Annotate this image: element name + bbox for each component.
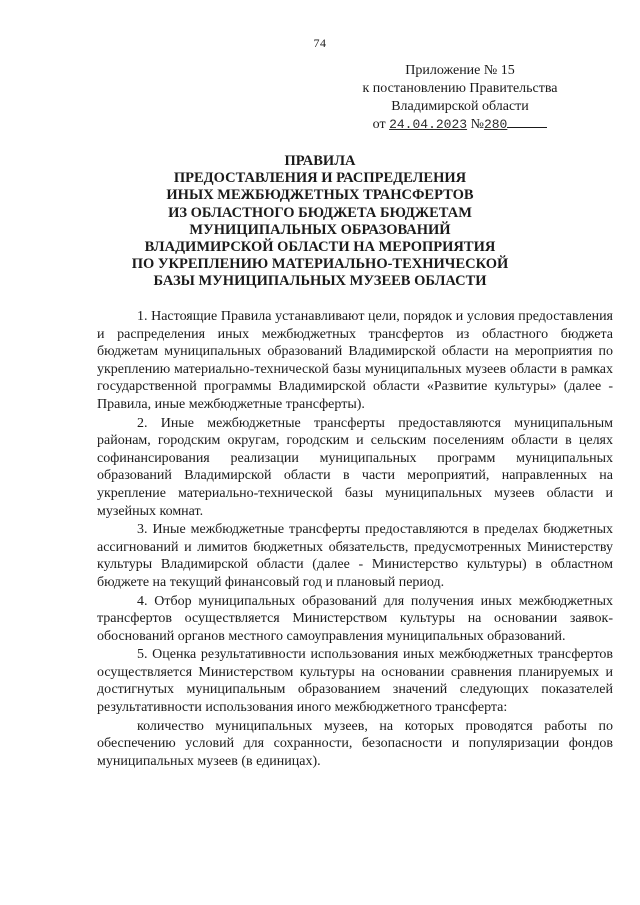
appendix-header (330, 62, 590, 134)
title-line: ИНЫХ МЕЖБЮДЖЕТНЫХ ТРАНСФЕРТОВ (166, 187, 474, 204)
title-line: ПО УКРЕПЛЕНИЮ МАТЕРИАЛЬНО-ТЕХНИЧЕСКОЙ (131, 256, 509, 273)
appendix-resolution-ref: к постановлению Правительства (362, 81, 558, 96)
document-body (97, 308, 613, 770)
appendix-date-line (330, 116, 590, 134)
resolution-date: 24.04.2023 (389, 117, 468, 132)
paragraph-5: 5. Оценка результативности использования иных межбюджетных трансфертов осуществляется Министерством культуры на основании сравнения планируемых и достигнутых муниципальным образованием значений следующих показателей результативности использования иного межбюджетного трансферта: (97, 647, 613, 716)
paragraph-3: 3. Иные межбюджетные трансферты предоставляются в пределах бюджетных ассигнований и лимитов бюджетных обязательств, предусмотренных Министерству культуры Владимирской области (далее - Министерство культуры) в областном бюджете на текущий финансовый год и плановый период. (97, 522, 613, 590)
title-line: БАЗЫ МУНИЦИПАЛЬНЫХ МУЗЕЕВ ОБЛАСТИ (153, 273, 487, 290)
title-line: ВЛАДИМИРСКОЙ ОБЛАСТИ НА МЕРОПРИЯТИЯ (144, 239, 496, 256)
title-line: ПРЕДОСТАВЛЕНИЯ И РАСПРЕДЕЛЕНИЯ (173, 170, 467, 187)
resolution-number: 280 (483, 117, 508, 132)
paragraph-5-indicator: количество муниципальных музеев, на которых проводятся работы по обеспечению условий для сохранности, безопасности и популяризации фондов муниципальных музеев (в единицах). (97, 718, 613, 769)
number-prefix: № (470, 117, 484, 132)
paragraph-2: 2. Иные межбюджетные трансферты предоставляются муниципальным районам, городским округам, городским и сельским поселениям области в целях софинансирования реализации муниципальных программ муниципальных образований Владимирской области в части мероприятий, направленных на укрепление материально-технической базы муниципальных музеев области и музейных комнат. (97, 415, 613, 519)
appendix-region: Владимирской области (391, 99, 529, 114)
paragraph-4: 4. Отбор муниципальных образований для получения иных межбюджетных трансфертов осуществляется Министерством культуры на основании заявок-обоснований органов местного самоуправления муниципальных образований. (97, 593, 613, 644)
page-number: 74 (313, 36, 327, 50)
date-prefix: от (372, 117, 386, 132)
title-line: ПРАВИЛА (284, 153, 356, 169)
title-line: МУНИЦИПАЛЬНЫХ ОБРАЗОВАНИЙ (189, 221, 451, 238)
paragraph-1: 1. Настоящие Правила устанавливают цели, порядок и условия предоставления и распределения иных межбюджетных трансфертов из областного бюджета бюджетам муниципальных образований Владимирской области на мероприятия по укреплению материально-технической базы муниципальных музеев области в рамках государственной программы Владимирской области «Развитие культуры» (далее - Правила, иные межбюджетные трансферты). (97, 309, 613, 412)
document-title (95, 153, 545, 291)
signature-blank (507, 127, 547, 128)
title-line: ИЗ ОБЛАСТНОГО БЮДЖЕТА БЮДЖЕТАМ (168, 204, 472, 221)
appendix-number: Приложение № 15 (405, 63, 515, 78)
